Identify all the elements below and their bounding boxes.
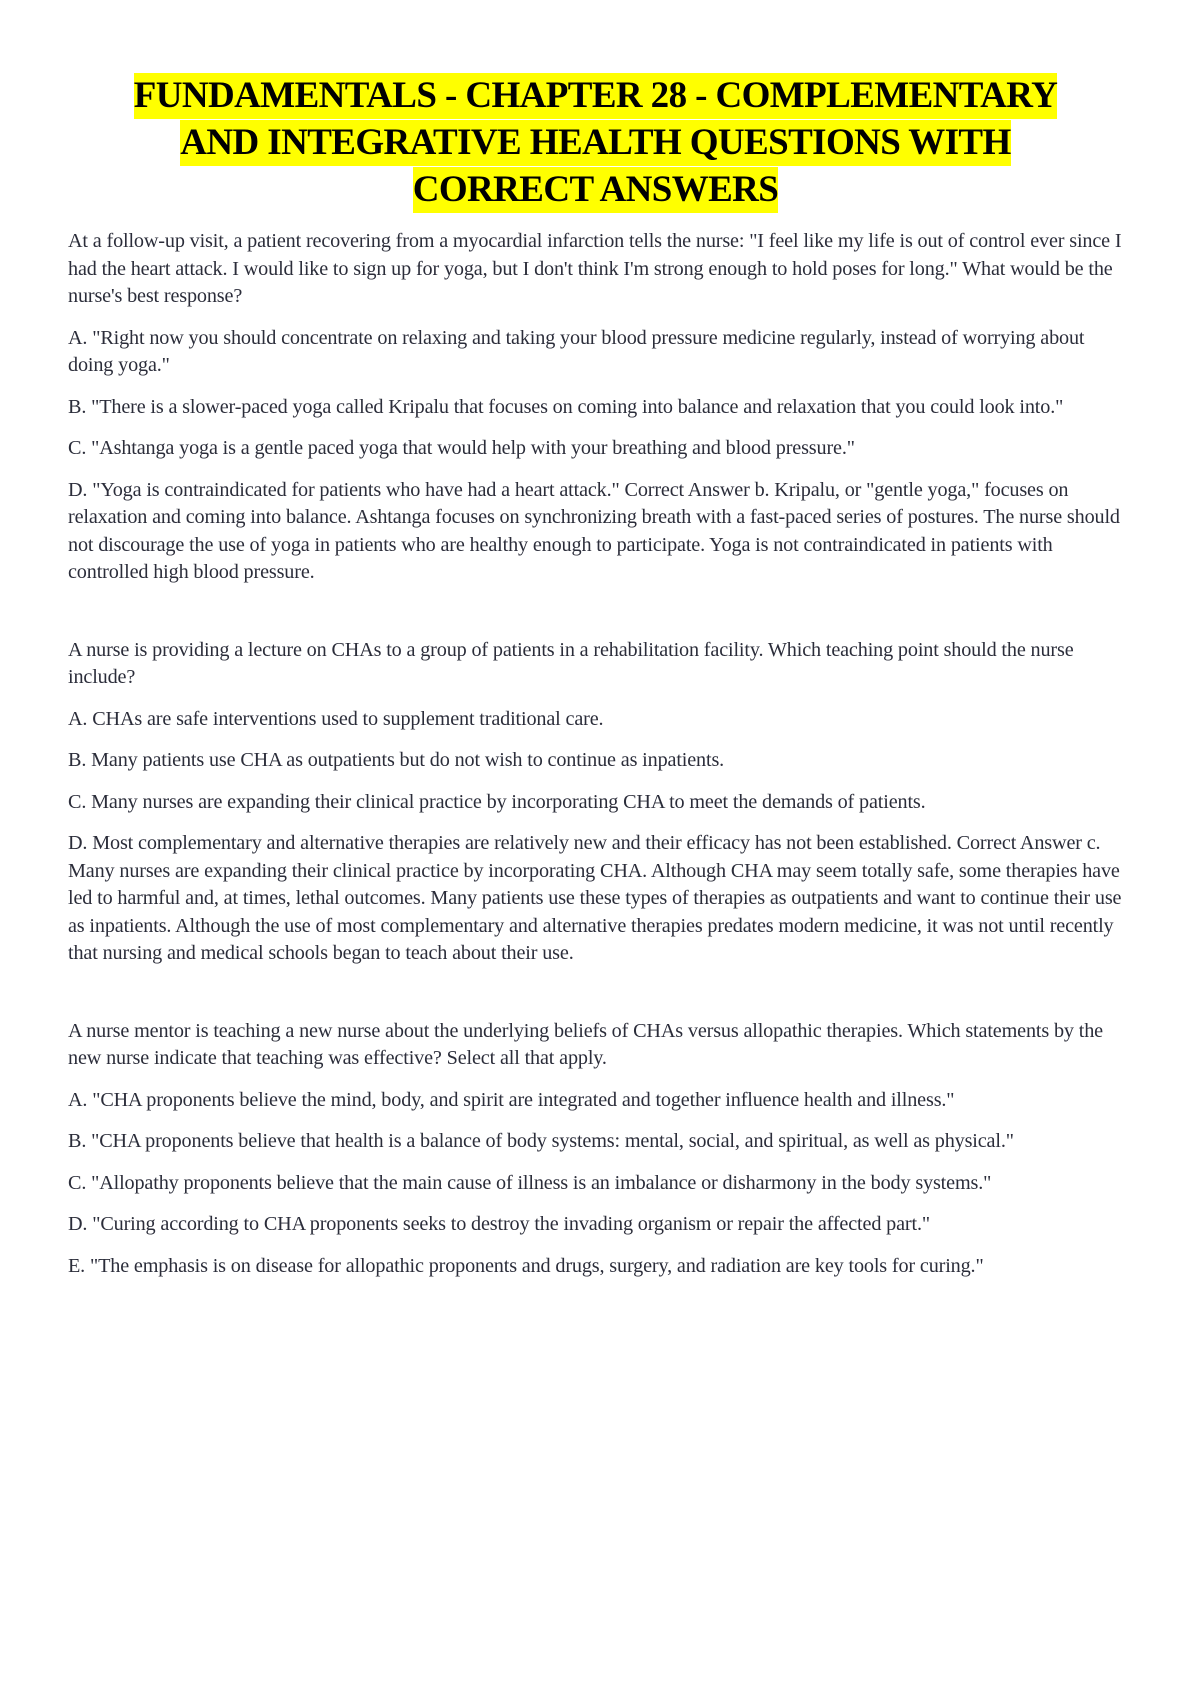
option-e: E. "The emphasis is on disease for allopathic proponents and drugs, surgery, and radiation are key tools for curing." [68, 1254, 984, 1277]
question-3 [68, 1018, 1132, 1281]
document-title [60, 72, 1131, 213]
option-b: B. "There is a slower-paced yoga called Kripalu that focuses on coming into balance and relaxation that you could look into." [68, 395, 1064, 418]
option-c: C. "Allopathy proponents believe that the main cause of illness is an imbalance or disharmony in the body systems." [68, 1171, 992, 1194]
question-2 [68, 637, 1132, 968]
option-a: A. "Right now you should concentrate on relaxing and taking your blood pressure medicine regularly, instead of worrying about doing yoga." [68, 326, 1085, 376]
question-stem: At a follow-up visit, a patient recovering from a myocardial infarction tells the nurse: "I feel like my life is out of control ever since I had the heart attack. I would like to sign up for yoga, but I don't think I'm strong enough to hold poses for long." What would be the nurse's best response? [68, 230, 1122, 307]
question-stem: A nurse mentor is teaching a new nurse about the underlying beliefs of CHAs versus allopathic therapies. Which statements by the new nurse indicate that teaching was effective? Select all that apply. [68, 1019, 1103, 1069]
option-d-with-answer: D. Most complementary and alternative therapies are relatively new and their efficacy has not been established. Correct Answer c. Many nurses are expanding their clinical practice by incorporating CHA. Although CHA may seem totally safe, some therapies have led to harmful and, at times, lethal outcomes. Many patients use these types of therapies as outpatients and want to continue their use as inpatients. Although the use of most complementary and alternative therapies predates modern medicine, it was not until recently that nursing and medical schools began to teach about their use. [68, 832, 1122, 964]
title-line-1: FUNDAMENTALS - CHAPTER 28 - COMPLEMENTARY [134, 73, 1057, 119]
option-d-with-answer: D. "Yoga is contraindicated for patients who have had a heart attack." Correct Answer b. Kripalu, or "gentle yoga," focuses on relaxation and coming into balance. Ashtanga focuses on synchronizing breath with a fast-paced series of postures. The nurse should not discourage the use of yoga in patients who are healthy enough to participate. Yoga is not contraindicated in patients with controlled high blood pressure. [68, 478, 1120, 583]
title-line-2: AND INTEGRATIVE HEALTH QUESTIONS WITH [180, 120, 1010, 166]
option-a: A. CHAs are safe interventions used to supplement traditional care. [68, 707, 604, 730]
question-1 [68, 228, 1132, 587]
option-b: B. "CHA proponents believe that health is a balance of body systems: mental, social, and spiritual, as well as physical." [68, 1130, 1014, 1152]
document-body [68, 228, 1132, 1294]
option-d: D. "Curing according to CHA proponents seeks to destroy the invading organism or repair the affected part." [68, 1213, 930, 1235]
option-c: C. "Ashtanga yoga is a gentle paced yoga that would help with your breathing and blood pressure." [68, 437, 855, 459]
question-stem: A nurse is providing a lecture on CHAs to a group of patients in a rehabilitation facility. Which teaching point should the nurse include? [68, 638, 1074, 688]
title-line-3: CORRECT ANSWERS [413, 167, 779, 213]
option-b: B. Many patients use CHA as outpatients but do not wish to continue as inpatients. [68, 749, 725, 771]
option-a: A. "CHA proponents believe the mind, body, and spirit are integrated and together influence health and illness." [68, 1088, 955, 1111]
option-c: C. Many nurses are expanding their clinical practice by incorporating CHA to meet the demands of patients. [68, 790, 926, 813]
